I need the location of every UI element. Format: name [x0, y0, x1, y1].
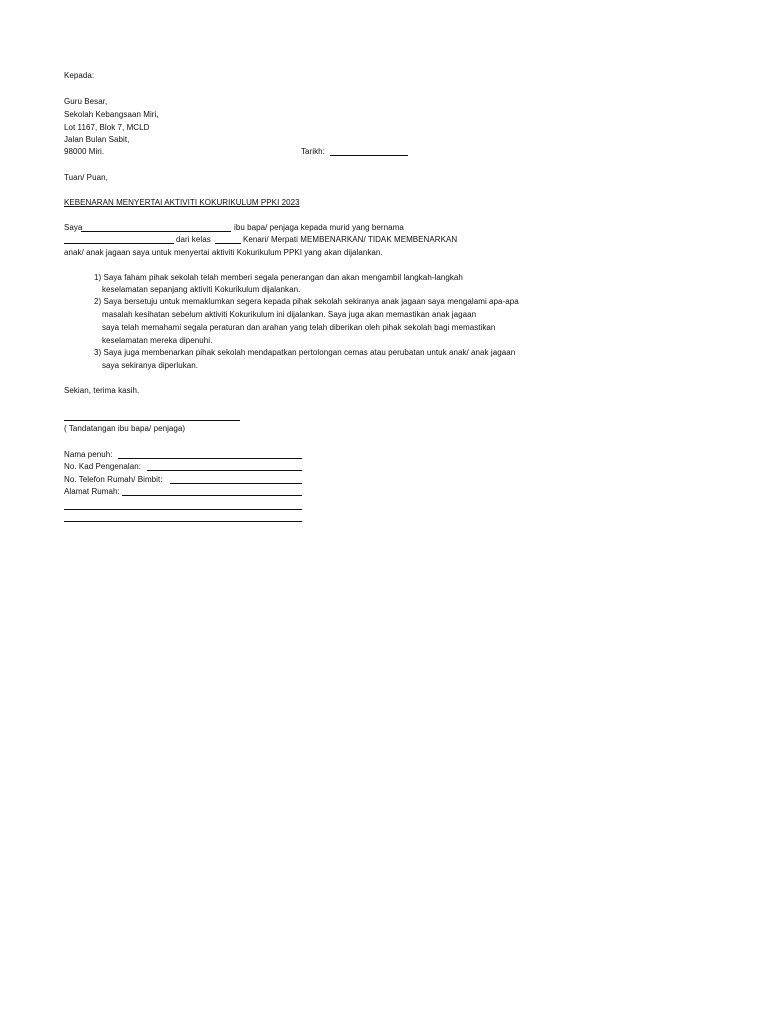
body-parent-text: ibu bapa/ penjaga kepada murid yang bernama: [234, 223, 404, 232]
point-3-line-2: saya sekiranya diperlukan.: [102, 361, 199, 370]
point-2-line-1: 2) Saya bersetuju untuk memaklumkan segera kepada pihak sekolah sekiranya anak jagaan saya mengalami apa-apa: [94, 297, 519, 306]
date-label: Tarikh:: [301, 147, 325, 156]
student-name-blank: [64, 243, 174, 244]
address-blank-2: [64, 509, 302, 510]
recipient-line: Guru Besar,: [64, 97, 108, 106]
recipient-line: Jalan Bulan Sabit,: [64, 135, 130, 144]
point-2-line-4: keselamatan mereka dipenuhi.: [102, 336, 213, 345]
point-2-line-2: masalah kesihatan sebelum aktiviti Kokurikulum ini dijalankan. Saya juga akan memastikan anak jagaan: [102, 310, 477, 319]
ic-blank: [147, 470, 302, 471]
point-3-line-1: 3) Saya juga membenarkan pihak sekolah mendapatkan pertolongan cemas atau perubatan untuk anak/ anak jagaan: [94, 348, 516, 357]
greeting: Tuan/ Puan,: [64, 173, 108, 182]
recipient-line: Sekolah Kebangsaan Miri,: [64, 110, 159, 119]
body-saya: Saya: [64, 223, 83, 232]
signature-line: [64, 420, 240, 421]
signature-label: ( Tandatangan ibu bapa/ penjaga): [64, 424, 186, 433]
point-1-line-2: keselamatan sepanjang aktiviti Kokurikulum dijalankan.: [102, 285, 301, 294]
body-permission-text: Kenari/ Merpati MEMBENARKAN/ TIDAK MEMBENARKAN: [243, 235, 458, 244]
address-blank-3: [64, 521, 302, 522]
phone-blank: [170, 483, 302, 484]
subject-line: KEBENARAN MENYERTAI AKTIVITI KOKURIKULUM PPKI 2023: [64, 198, 300, 207]
parent-name-blank: [81, 231, 231, 232]
address-label: Alamat Rumah:: [64, 487, 120, 496]
recipient-line: 98000 Miri.: [64, 147, 105, 156]
closing: Sekian, terima kasih.: [64, 386, 140, 395]
point-1-line-1: 1) Saya faham pihak sekolah telah memberi segala penerangan dan akan mengambil langkah-langkah: [94, 273, 463, 282]
recipient-line: Lot 1167, Blok 7, MCLD: [64, 123, 150, 132]
name-blank: [118, 458, 302, 459]
date-blank-line: [330, 155, 408, 156]
body-line-3: anak/ anak jagaan saya untuk menyertai aktiviti Kokurikulum PPKI yang akan dijalankan.: [64, 248, 383, 257]
phone-label: No. Telefon Rumah/ Bimbit:: [64, 475, 163, 484]
point-2-line-3: saya telah memahami segala peraturan dan arahan yang telah diberikan oleh pihak sekolah bagi memastikan: [102, 323, 496, 332]
address-blank-1: [122, 495, 302, 496]
recipient-heading: Kepada:: [64, 71, 95, 80]
ic-label: No. Kad Pengenalan:: [64, 462, 142, 471]
name-label: Nama penuh:: [64, 450, 113, 459]
body-class-text: dari kelas: [176, 235, 211, 244]
class-blank: [215, 243, 241, 244]
